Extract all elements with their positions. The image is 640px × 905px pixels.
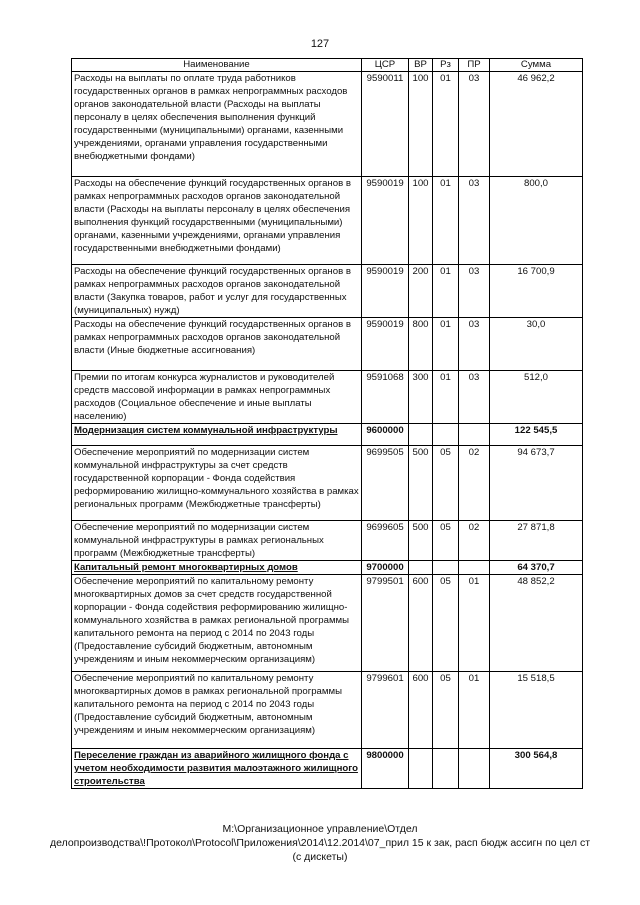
cell-name: Расходы на обеспечение функций государственных органов в рамках непрограммных расходов органов законодательной власти (Закупка товаров, работ и услуг для государственных (муниципальных) нужд) — [72, 265, 362, 318]
cell-rz: 01 — [433, 72, 459, 177]
cell-name: Капитальный ремонт многоквартирных домов — [72, 561, 362, 575]
cell-sum: 48 852,2 — [490, 575, 583, 672]
budget-table — [71, 58, 583, 789]
table-row — [72, 72, 583, 177]
cell-csr: 9699505 — [362, 446, 409, 521]
cell-csr: 9590019 — [362, 265, 409, 318]
cell-csr: 9699605 — [362, 521, 409, 561]
table-section-row — [72, 749, 583, 789]
cell-sum: 512,0 — [490, 371, 583, 424]
cell-csr: 9799501 — [362, 575, 409, 672]
cell-vr: 200 — [409, 265, 433, 318]
cell-rz — [433, 424, 459, 446]
cell-vr: 100 — [409, 72, 433, 177]
cell-vr: 500 — [409, 521, 433, 561]
header-rz: Рз — [433, 59, 459, 72]
table-row — [72, 521, 583, 561]
cell-rz: 01 — [433, 177, 459, 265]
cell-pr: 03 — [459, 318, 490, 371]
header-vr: ВР — [409, 59, 433, 72]
cell-name: Обеспечение мероприятий по капитальному ремонту многоквартирных домов за счет средств государственной корпорации - Фонда содействия реформированию жилищно-коммунального хозяйства в рамках региональной программы капитального ремонта на период с 2014 по 2043 годы (Предоставление субсидий бюджетным, автономным учреждениям и иным некоммерческим организациям) — [72, 575, 362, 672]
cell-sum: 94 673,7 — [490, 446, 583, 521]
cell-sum: 122 545,5 — [490, 424, 583, 446]
cell-sum: 15 518,5 — [490, 672, 583, 749]
cell-pr: 03 — [459, 265, 490, 318]
cell-rz — [433, 561, 459, 575]
cell-vr: 100 — [409, 177, 433, 265]
cell-name: Обеспечение мероприятий по модернизации систем коммунальной инфраструктуры в рамках региональных программ (Межбюджетные трансферты) — [72, 521, 362, 561]
cell-sum: 30,0 — [490, 318, 583, 371]
cell-pr — [459, 749, 490, 789]
cell-name: Модернизация систем коммунальной инфраструктуры — [72, 424, 362, 446]
cell-vr: 500 — [409, 446, 433, 521]
footer-file-path — [0, 822, 640, 864]
cell-vr: 300 — [409, 371, 433, 424]
cell-name: Расходы на обеспечение функций государственных органов в рамках непрограммных расходов органов законодательной власти (Иные бюджетные ассигнования) — [72, 318, 362, 371]
cell-pr: 01 — [459, 672, 490, 749]
cell-rz: 01 — [433, 318, 459, 371]
cell-vr — [409, 749, 433, 789]
cell-csr: 9600000 — [362, 424, 409, 446]
table-row — [72, 318, 583, 371]
cell-rz: 01 — [433, 265, 459, 318]
cell-pr — [459, 424, 490, 446]
cell-rz: 05 — [433, 446, 459, 521]
cell-name: Премии по итогам конкурса журналистов и руководителей средств массовой информации в рамках непрограммных расходов (Социальное обеспечение и иные выплаты населению) — [72, 371, 362, 424]
cell-sum: 27 871,8 — [490, 521, 583, 561]
cell-name: Обеспечение мероприятий по модернизации систем коммунальной инфраструктуры за счет средств государственной корпорации - Фонда содействия реформированию жилищно-коммунального хозяйства в рамках региональных программ (Межбюджетные трансферты) — [72, 446, 362, 521]
header-sum: Сумма — [490, 59, 583, 72]
cell-sum: 46 962,2 — [490, 72, 583, 177]
header-pr: ПР — [459, 59, 490, 72]
cell-pr: 01 — [459, 575, 490, 672]
cell-sum: 16 700,9 — [490, 265, 583, 318]
header-csr: ЦСР — [362, 59, 409, 72]
cell-vr: 600 — [409, 575, 433, 672]
cell-sum: 800,0 — [490, 177, 583, 265]
cell-name: Переселение граждан из аварийного жилищного фонда с учетом необходимости развития малоэтажного жилищного строительства — [72, 749, 362, 789]
cell-pr: 03 — [459, 371, 490, 424]
cell-rz: 05 — [433, 521, 459, 561]
cell-name: Расходы на обеспечение функций государственных органов в рамках непрограммных расходов органов законодательной власти (Расходы на выплаты персоналу в целях обеспечения выполнения функций государственными (муниципальными) органами, казенными учреждениями, органами управления государственными внебюджетными фондами) — [72, 177, 362, 265]
cell-sum: 64 370,7 — [490, 561, 583, 575]
table-row — [72, 446, 583, 521]
table-row — [72, 371, 583, 424]
table-row — [72, 575, 583, 672]
cell-csr: 9591068 — [362, 371, 409, 424]
footer-line-3: (с дискеты) — [292, 851, 348, 863]
footer-line-2: делопроизводства\!Протокол\Protocol\Приложения\2014\12.2014\07_прил 15 к зак, расп бюдж ассигн по цел ст — [49, 837, 591, 849]
cell-csr: 9800000 — [362, 749, 409, 789]
cell-vr: 600 — [409, 672, 433, 749]
cell-sum: 300 564,8 — [490, 749, 583, 789]
cell-rz — [433, 749, 459, 789]
cell-csr: 9590011 — [362, 72, 409, 177]
page-number: 127 — [310, 38, 330, 50]
table-section-row — [72, 424, 583, 446]
cell-pr: 03 — [459, 177, 490, 265]
cell-pr — [459, 561, 490, 575]
cell-csr: 9590019 — [362, 318, 409, 371]
table-row — [72, 265, 583, 318]
cell-vr — [409, 424, 433, 446]
cell-csr: 9799601 — [362, 672, 409, 749]
cell-rz: 05 — [433, 575, 459, 672]
footer-line-1: М:\Организационное управление\Отдел — [222, 823, 418, 835]
cell-pr: 02 — [459, 446, 490, 521]
cell-name: Обеспечение мероприятий по капитальному ремонту многоквартирных домов в рамках региональной программы капитального ремонта на период с 2014 по 2043 годы (Предоставление субсидий бюджетным, автономным учреждениям и иным некоммерческим организациям) — [72, 672, 362, 749]
cell-vr — [409, 561, 433, 575]
table-header-row — [72, 59, 583, 72]
table-row — [72, 672, 583, 749]
cell-name: Расходы на выплаты по оплате труда работников государственных органов в рамках непрограммных расходов органов законодательной власти (Расходы на выплаты персоналу в целях обеспечения выполнения функций государственными (муниципальными) органами, казенными учреждениями, органами управления государственными внебюджетными фондами) — [72, 72, 362, 177]
cell-vr: 800 — [409, 318, 433, 371]
cell-rz: 05 — [433, 672, 459, 749]
table-row — [72, 177, 583, 265]
table-section-row — [72, 561, 583, 575]
cell-pr: 02 — [459, 521, 490, 561]
header-name: Наименование — [72, 59, 362, 72]
cell-pr: 03 — [459, 72, 490, 177]
cell-csr: 9700000 — [362, 561, 409, 575]
cell-csr: 9590019 — [362, 177, 409, 265]
cell-rz: 01 — [433, 371, 459, 424]
